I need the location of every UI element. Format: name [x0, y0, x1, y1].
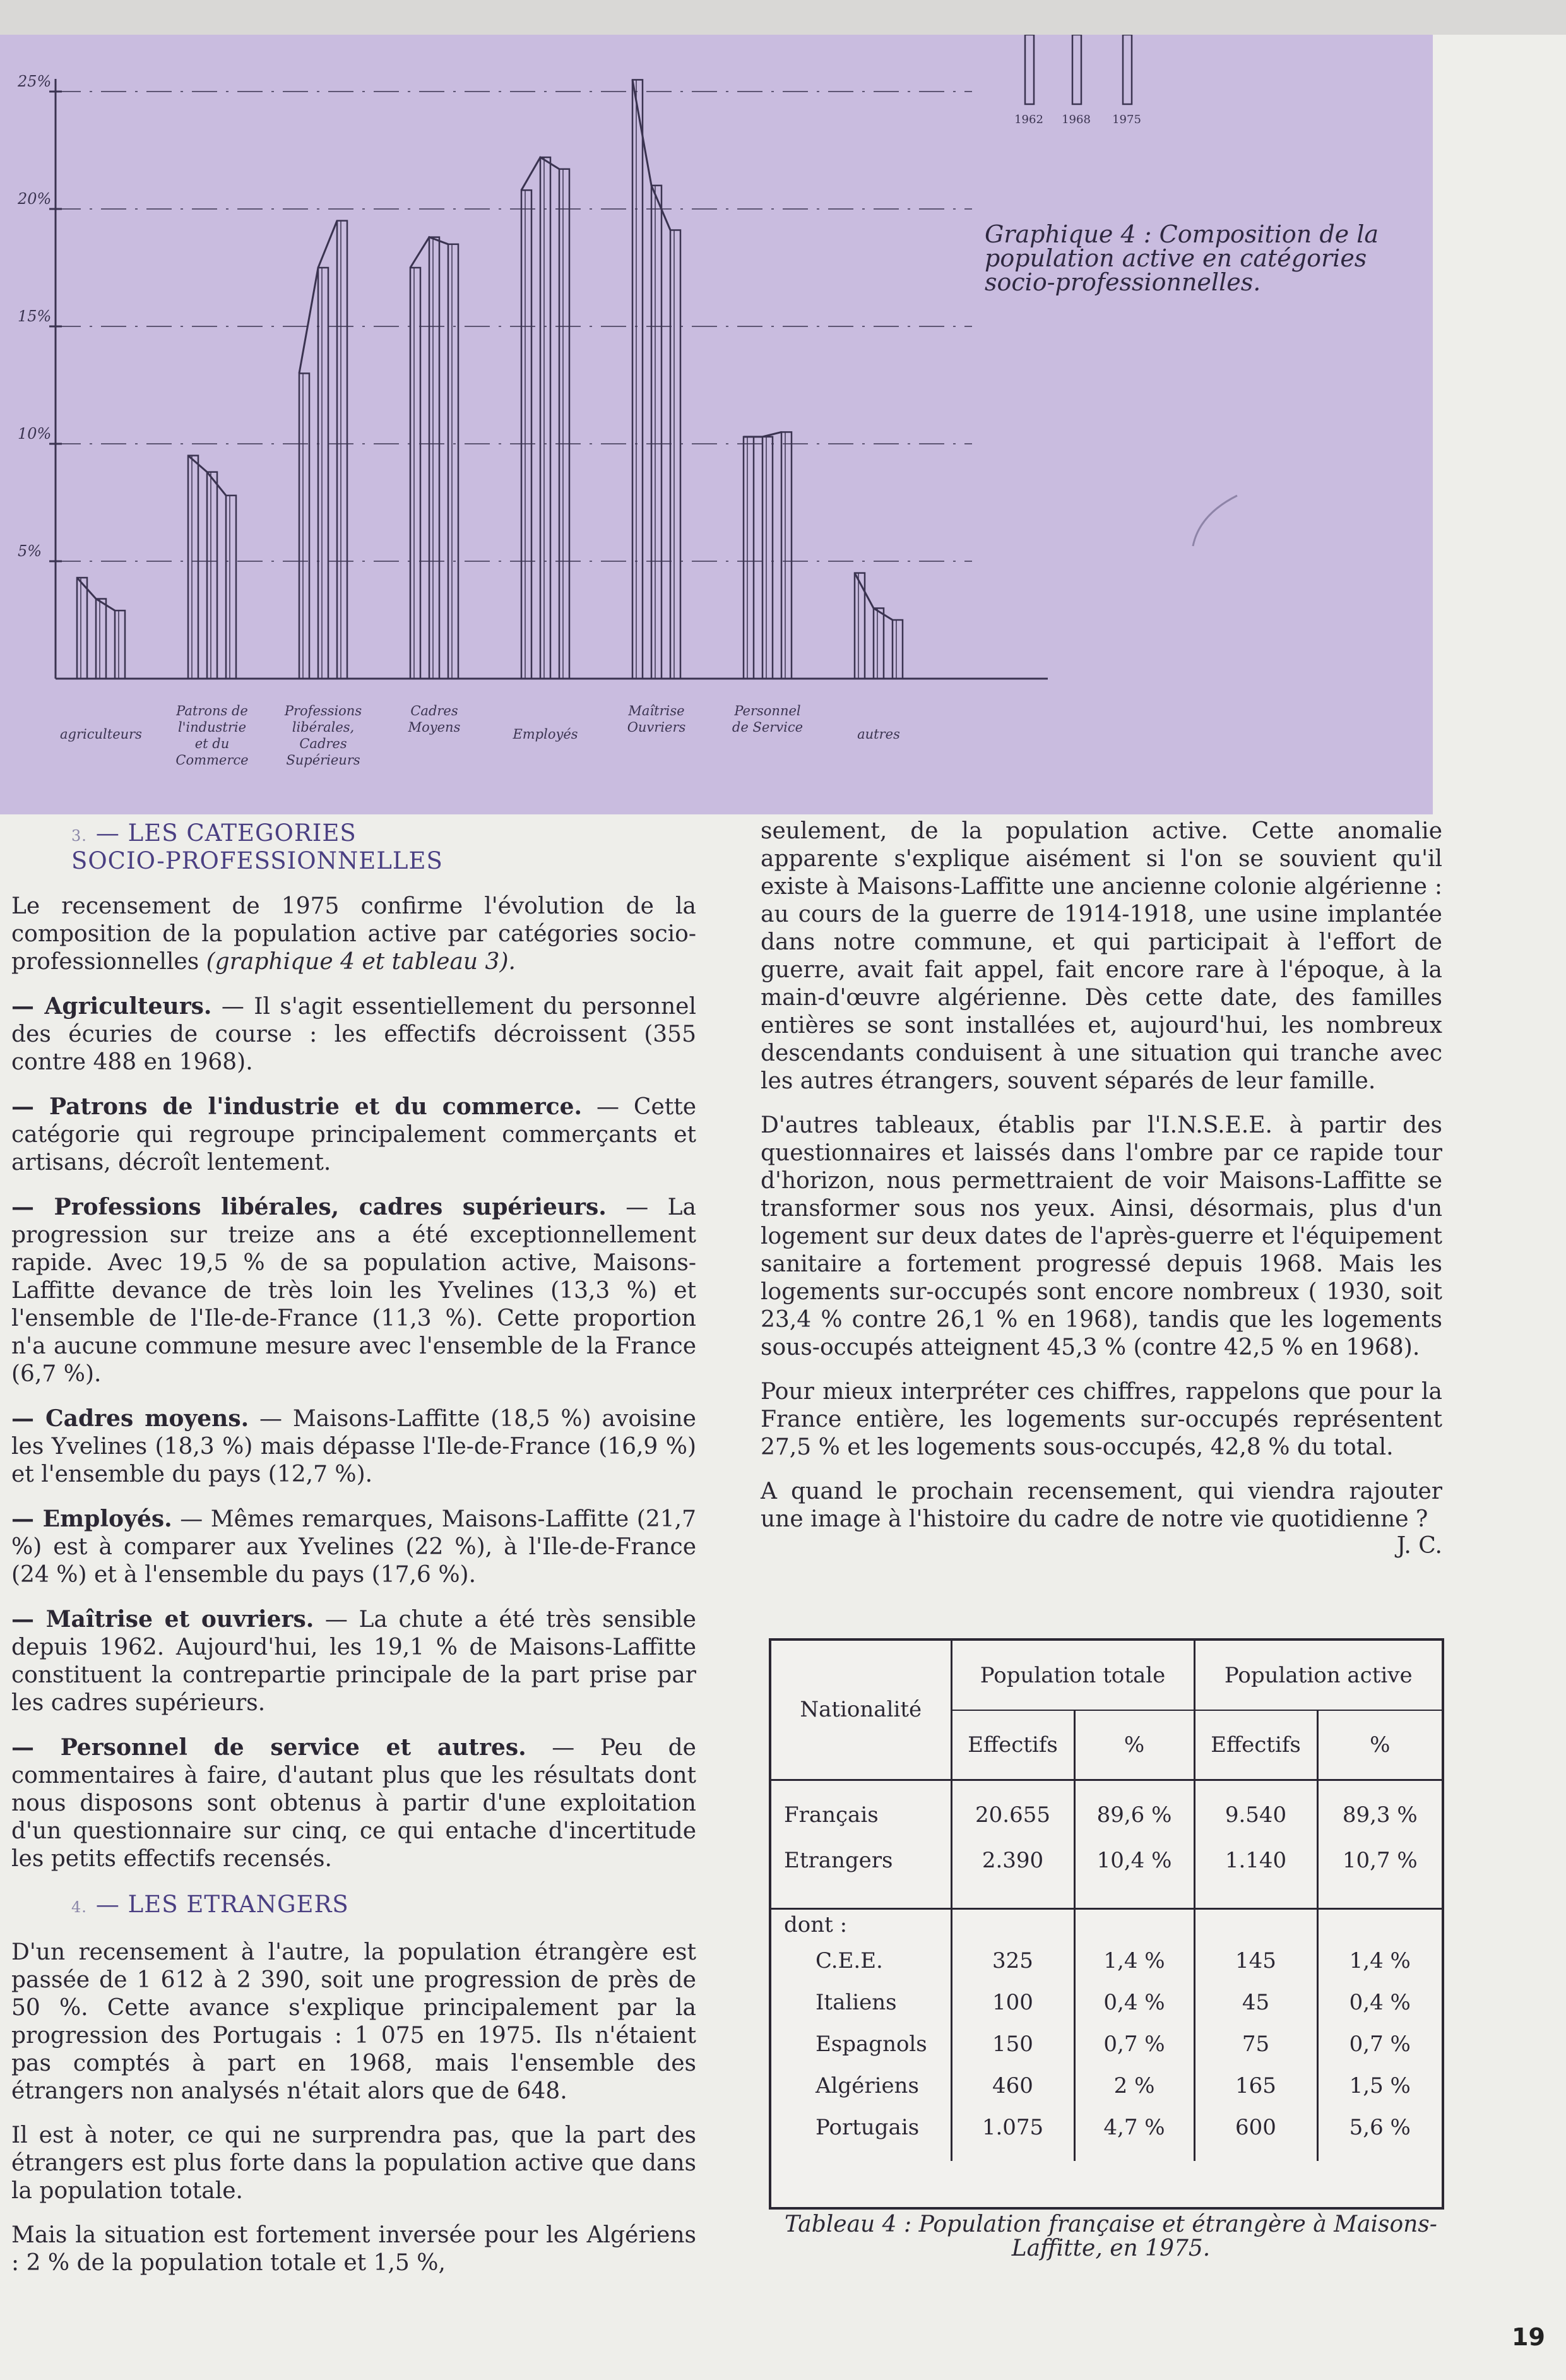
legend-label: 1968 — [1062, 113, 1091, 126]
right-para1: seulement, de la population active. Cette anomalie apparente s'explique aisément si l'on se souvient qu'il existe à Maisons-Laffitte une ancienne colonie algérienne : au cours de la guerre de 1914-1918, une usine implantée dans notre commune, et qui participait à l'effort de guerre, avait fait appel, fait encore rare à l'époque, à la main-d'œuvre algérienne. Dès cette date, des familles entières se sont installées et, aujourd'hui, les nombreux descendants conduisent à une situation qui tranche avec les autres étrangers, souvent séparés de leur famille. — [761, 818, 1442, 1094]
table-row — [771, 1982, 1442, 2023]
row-label: Italiens — [816, 1990, 897, 2015]
y-tick-label: 20% — [18, 190, 52, 208]
section-4-heading — [11, 1892, 696, 1920]
cell-effectif-total: 20.655 — [951, 1792, 1074, 1838]
text-professions: — La progression sur treize ans a été exceptionnellement rapide. Avec 19,5 % de sa population active, Maisons-Laffitte devance de très loin les Yvelines (13,3 %) et l'ensemble de l'Ile-de-France (11,3 %). Cette proportion n'a aucune commune mesure avec l'ensemble de la France (6,7 %). — [11, 1194, 696, 1387]
bar-1968 — [762, 437, 773, 679]
cell-pct-total: 10,4 % — [1074, 1838, 1194, 1883]
category-label: Maîtrise — [628, 703, 685, 718]
chart-svg — [0, 35, 1433, 814]
y-tick-label: 10% — [18, 425, 52, 443]
cell-effectif-total: 1.075 — [951, 2107, 1074, 2148]
cell-effectif-total: 2.390 — [951, 1838, 1074, 1883]
category-label: Employés — [513, 727, 578, 742]
table-row — [771, 2023, 1442, 2065]
y-tick-label: 25% — [18, 73, 52, 90]
category-label: autres — [857, 727, 900, 742]
cell-effectif-total: 150 — [951, 2023, 1074, 2065]
top-strip — [0, 0, 1566, 35]
decorative-stroke — [1193, 496, 1237, 546]
bar-1975 — [226, 496, 236, 679]
population-table — [771, 1641, 1442, 2161]
section-3-title-line2: SOCIO-PROFESSIONNELLES — [71, 847, 443, 874]
category-label: libérales, — [292, 720, 355, 735]
bar-1968 — [96, 599, 106, 679]
bar-1975 — [670, 230, 680, 679]
cell-pct-total: 1,4 % — [1074, 1940, 1194, 1982]
cell-pct-active: 0,4 % — [1317, 1982, 1442, 2023]
bar-1968 — [318, 268, 328, 679]
table-row — [771, 1838, 1442, 1883]
bar-1962 — [744, 437, 754, 679]
legend-bar-1968 — [1072, 35, 1081, 104]
category-label: Patrons de — [176, 703, 248, 718]
bar-1975 — [781, 432, 792, 679]
bar-1962 — [299, 373, 309, 679]
cell-effectif-active: 75 — [1194, 2023, 1317, 2065]
section-3-heading — [11, 821, 696, 874]
category-label: l'industrie — [177, 720, 247, 735]
bar-1968 — [429, 237, 439, 679]
bar-1962 — [77, 578, 87, 679]
cell-effectif-active: 145 — [1194, 1940, 1317, 1982]
right-para4: A quand le prochain recensement, qui viendra rajouter une image à l'histoire du cadre de notre vie quotidienne ? — [761, 1479, 1442, 1532]
bar-1962 — [188, 456, 198, 679]
para-cadres-moyens — [11, 1405, 696, 1489]
intro-ref: (graphique 4 et tableau 3). — [206, 949, 516, 975]
cell-pct-active: 1,4 % — [1317, 1940, 1442, 1982]
row-label: Espagnols — [816, 2032, 927, 2057]
cell-effectif-active: 1.140 — [1194, 1838, 1317, 1883]
category-label: Cadres — [299, 736, 347, 751]
cell-pct-active: 5,6 % — [1317, 2107, 1442, 2148]
left-column — [11, 821, 696, 2294]
row-label: C.E.E. — [816, 1948, 883, 1973]
table-row — [771, 1792, 1442, 1838]
cell-pct-active: 89,3 % — [1317, 1792, 1442, 1838]
chart-caption: Graphique 4 : Composition de la population active en catégories socio-professionnelles. — [985, 220, 1379, 296]
category-label: Professions — [284, 703, 362, 718]
right-para2: D'autres tableaux, établis par l'I.N.S.E.E. à partir des questionnaires et laissés dans l'ombre par ce rapide tour d'horizon, nous permettraient de voir Maisons-Laffitte se transformer sous nos yeux. Ainsi, désormais, plus d'un logement sur deux dates de l'après-guerre et l'équipement sanitaire a fortement progressé depuis 1968. Mais les logements sur-occupés sont encore nombreux ( 1930, soit 23,4 % contre 26,1 % en 1968), tandis que les logements sous-occupés atteignent 45,3 % (contre 42,5 % en 1968). — [761, 1112, 1442, 1360]
text-employes: — Mêmes remarques, Maisons-Laffitte (21,7 %) est à comparer aux Yvelines (22 %), à l'Ile-de-France (24 %) et à l'ensemble du pays (17,6 %). — [11, 1506, 696, 1588]
bar-top-connector — [744, 432, 781, 436]
bar-1975 — [893, 620, 903, 679]
header-nationality: Nationalité — [771, 1641, 951, 1780]
header-pct-total: % — [1074, 1710, 1194, 1780]
lead-cadres-moyens: — Cadres moyens. — [11, 1405, 249, 1432]
table-row — [771, 2065, 1442, 2107]
category-label: Supérieurs — [286, 753, 360, 768]
bar-1962 — [410, 268, 420, 679]
cell-effectif-active: 9.540 — [1194, 1792, 1317, 1838]
bar-1968 — [540, 157, 550, 679]
category-label: Moyens — [408, 720, 461, 735]
legend-bar-1975 — [1123, 35, 1132, 104]
header-effectifs-total: Effectifs — [951, 1710, 1074, 1780]
lead-employes: — Employés. — [11, 1506, 172, 1532]
page-number: 19 — [1512, 2323, 1545, 2351]
cell-pct-active: 0,7 % — [1317, 2023, 1442, 2065]
section-4-title: — LES ETRANGERS — [95, 1891, 349, 1918]
right-column — [761, 818, 1442, 1559]
section-3-number: 3. — [71, 827, 87, 845]
para-employes — [11, 1505, 696, 1589]
cell-effectif-active: 600 — [1194, 2107, 1317, 2148]
legend-label: 1975 — [1112, 113, 1141, 126]
text-personnel: — Peu de commentaires à faire, d'autant plus que les résultats dont nous disposons sont obtenus à partir d'une exploitation d'un questionnaire sur cinq, ce qui entache d'incertitude les petits effectifs recensés. — [11, 1735, 696, 1872]
y-tick-label: 15% — [18, 307, 52, 325]
cell-pct-total: 89,6 % — [1074, 1792, 1194, 1838]
bar-1975 — [115, 610, 125, 679]
legend-label: 1962 — [1014, 113, 1043, 126]
para-personnel — [11, 1734, 696, 1873]
header-population-active: Population active — [1194, 1641, 1442, 1710]
category-label: de Service — [732, 720, 804, 735]
bar-1975 — [448, 244, 458, 679]
cell-pct-total: 0,7 % — [1074, 2023, 1194, 2065]
cell-pct-active: 10,7 % — [1317, 1838, 1442, 1883]
row-label: Portugais — [816, 2115, 920, 2140]
header-pct-active: % — [1317, 1710, 1442, 1780]
table-caption: Tableau 4 : Population française et étrangère à Maisons-Laffitte, en 1975. — [785, 2211, 1437, 2261]
category-label: Personnel — [734, 703, 801, 718]
text-agriculteurs: — Il s'agit essentiellement du personnel des écuries de course : les effectifs décroissent (355 contre 488 en 1968). — [11, 994, 696, 1075]
category-label: Commerce — [175, 753, 249, 768]
dont-label: dont : — [784, 1912, 848, 1937]
right-para3: Pour mieux interpréter ces chiffres, rappelons que pour la France entière, les logements sur-occupés représentent 27,5 % et les logements sous-occupés, 42,8 % du total. — [761, 1379, 1442, 1460]
signature: J. C. — [1396, 1533, 1442, 1559]
y-tick-label: 5% — [18, 542, 42, 560]
cell-effectif-total: 460 — [951, 2065, 1074, 2107]
category-label: agriculteurs — [60, 727, 142, 742]
para-maitrise — [11, 1605, 696, 1717]
text-cadres-moyens: — Maisons-Laffitte (18,5 %) avoisine les Yvelines (18,3 %) mais dépasse l'Ile-de-France (16,9 %) et l'ensemble du pays (12,7 %). — [11, 1406, 696, 1487]
table-row — [771, 1908, 1442, 1940]
bar-1975 — [337, 221, 347, 679]
population-table-box — [769, 1638, 1444, 2210]
cell-effectif-active: 165 — [1194, 2065, 1317, 2107]
bar-1975 — [559, 169, 569, 679]
lead-patrons: — Patrons de l'industrie et du commerce. — [11, 1093, 583, 1120]
category-label: Ouvriers — [627, 720, 686, 735]
intro-text: Le recensement de 1975 confirme l'évolution de la composition de la population active par catégories socio-professionnelles — [11, 893, 696, 975]
table-row — [771, 2107, 1442, 2148]
row-label: Etrangers — [784, 1848, 893, 1873]
bar-1968 — [874, 608, 884, 679]
bar-1968 — [207, 472, 217, 679]
section-3-title-line1: — LES CATEGORIES — [95, 819, 357, 847]
bar-1968 — [651, 186, 661, 679]
category-label: Cadres — [410, 703, 458, 718]
header-effectifs-active: Effectifs — [1194, 1710, 1317, 1780]
header-population-totale: Population totale — [951, 1641, 1194, 1710]
lead-personnel: — Personnel de service et autres. — [11, 1734, 526, 1761]
category-label: et du — [194, 736, 230, 751]
cell-effectif-total: 100 — [951, 1982, 1074, 2023]
lead-agriculteurs: — Agriculteurs. — [11, 993, 212, 1020]
para-professions-liberales — [11, 1193, 696, 1388]
cell-effectif-total: 325 — [951, 1940, 1074, 1982]
legend-bar-1962 — [1025, 35, 1034, 104]
lead-maitrise: — Maîtrise et ouvriers. — [11, 1606, 314, 1633]
section-4-para2: Il est à noter, ce qui ne surprendra pas, que la part des étrangers est plus forte dans la population active que dans la population totale. — [11, 2122, 696, 2204]
cell-pct-total: 4,7 % — [1074, 2107, 1194, 2148]
para-patrons — [11, 1093, 696, 1177]
bar-1962 — [632, 80, 643, 679]
row-label: Algériens — [816, 2073, 919, 2098]
row-label: Français — [784, 1802, 879, 1828]
para-agriculteurs — [11, 992, 696, 1076]
cell-effectif-active: 45 — [1194, 1982, 1317, 2023]
section-3-intro — [11, 893, 696, 976]
section-4-number: 4. — [71, 1898, 87, 1916]
lead-professions: — Professions libérales, cadres supérieurs. — [11, 1194, 607, 1220]
table-row — [771, 1940, 1442, 1982]
cell-pct-total: 2 % — [1074, 2065, 1194, 2107]
text-patrons: — Cette catégorie qui regroupe principalement commerçants et artisans, décroît lentement. — [11, 1094, 696, 1175]
cell-pct-active: 1,5 % — [1317, 2065, 1442, 2107]
cell-pct-total: 0,4 % — [1074, 1982, 1194, 2023]
section-4-para3: Mais la situation est fortement inversée pour les Algériens : 2 % de la population totale et 1,5 %, — [11, 2222, 696, 2276]
bar-1962 — [521, 190, 531, 679]
text-maitrise: — La chute a été très sensible depuis 1962. Aujourd'hui, les 19,1 % de Maisons-Laffitte constituent la contrepartie principale de la part prise par les cadres supérieurs. — [11, 1607, 696, 1716]
section-4-para1: D'un recensement à l'autre, la population étrangère est passée de 1 612 à 2 390, soit une progression de près de 50 %. Cette avance s'explique principalement par la progression des Portugais : 1 075 en 1975. Ils n'étaient pas comptés à part en 1968, mais l'ensemble des étrangers non analysés n'était alors que de 648. — [11, 1939, 696, 2104]
